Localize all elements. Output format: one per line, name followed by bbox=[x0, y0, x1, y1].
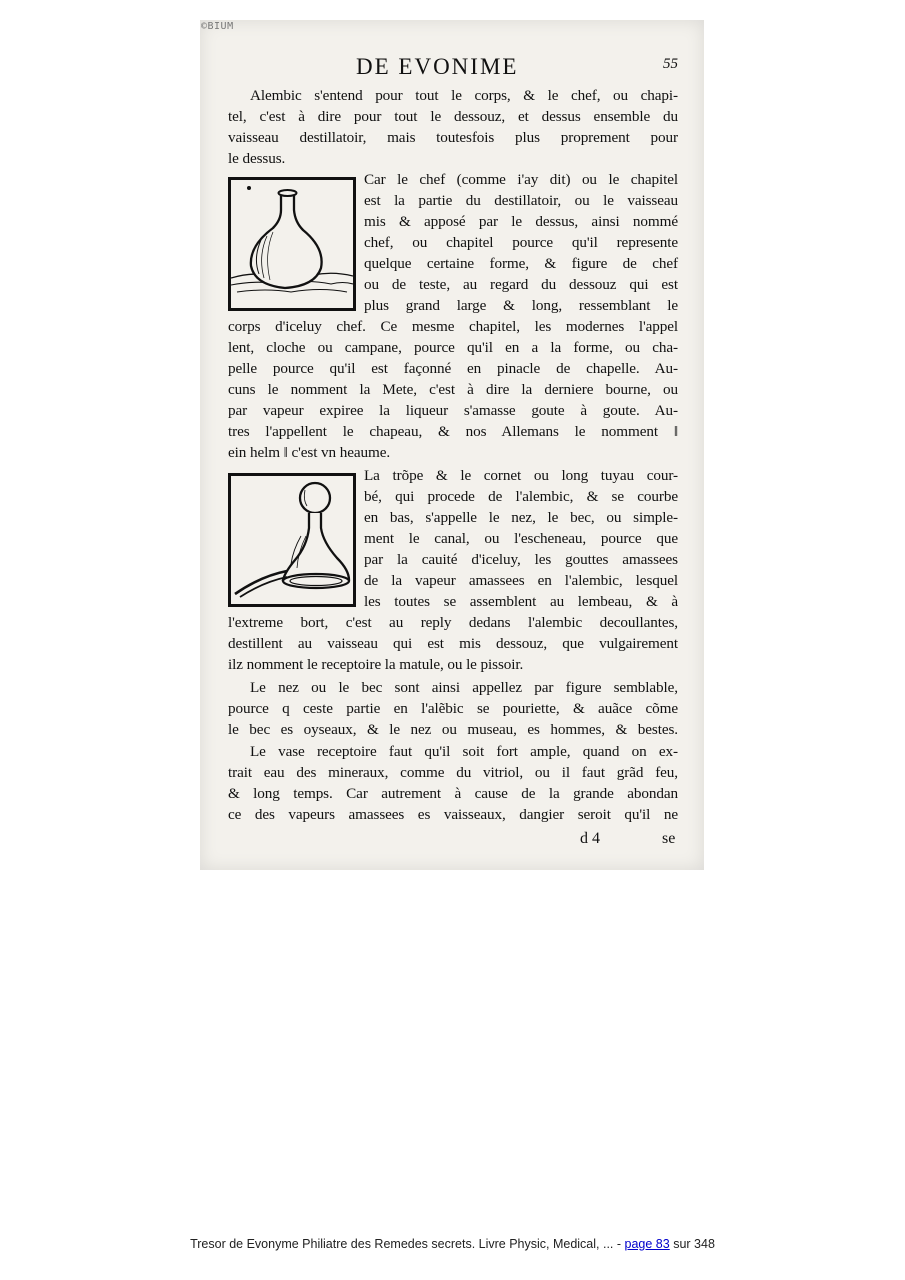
footer-page-link[interactable]: page 83 bbox=[624, 1237, 670, 1251]
text-line: vaisseau destillatoir, mais toutesfois plus proprement pour bbox=[228, 129, 678, 146]
text-line: le dessus. bbox=[228, 150, 286, 167]
footer-title: Tresor de Evonyme Philiatre des Remedes secrets. Livre Physic, Medical, ... - bbox=[190, 1237, 622, 1251]
signature-mark: d 4 bbox=[580, 830, 600, 847]
catchword: se bbox=[662, 830, 676, 847]
text-line: mis & apposé par le dessus, ainsi nommé bbox=[364, 213, 678, 230]
text-line: plus grand large & long, ressemblant le bbox=[364, 297, 678, 314]
text-line: tel, c'est à dire pour tout le dessouz, et dessus ensemble du bbox=[228, 108, 678, 125]
text-line: trait eau des mineraux, comme du vitriol, ou il faut grãd feu, bbox=[228, 764, 678, 781]
alembic-woodcut-icon bbox=[231, 476, 353, 604]
header-title: DE EVONIME bbox=[356, 54, 519, 79]
text-line: cuns le nomment la Mete, c'est à dire la derniere bourne, ou bbox=[228, 381, 678, 398]
text-line: tres l'appellent le chapeau, & nos Allemans le nomment ‖ bbox=[228, 423, 678, 440]
text-line: Le nez ou le bec sont ainsi appellez par figure semblable, bbox=[250, 679, 678, 696]
text-line: le bec es oyseaux, & le nez ou museau, es hommes, & bestes. bbox=[228, 721, 678, 738]
library-stamp: ©BIUM bbox=[201, 21, 234, 32]
page-footer bbox=[0, 1237, 905, 1251]
text-line: La trõpe & le cornet ou long tuyau cour- bbox=[364, 467, 678, 484]
text-line: lent, cloche ou campane, pource qu'il en a la forme, ou cha- bbox=[228, 339, 678, 356]
text-line: ment le canal, ou l'escheneau, pource que bbox=[364, 530, 678, 547]
text-line: corps d'iceluy chef. Ce mesme chapitel, les modernes l'appel bbox=[228, 318, 678, 335]
text-line: chef, ou chapitel pource qu'il represente bbox=[364, 234, 678, 251]
text-line: bé, qui procede de l'alembic, & se courbe bbox=[364, 488, 678, 505]
flask-woodcut-icon bbox=[231, 180, 353, 308]
text-line: les toutes se assemblent au lembeau, & à bbox=[364, 593, 678, 610]
footer-total: sur 348 bbox=[673, 1237, 715, 1251]
text-line: pource q ceste partie en l'alẽbic se pouriette, & auãce cõme bbox=[228, 700, 678, 717]
text-line: par vapeur expiree la liqueur s'amasse goute à goute. Au- bbox=[228, 402, 678, 419]
text-line: est la partie du destillatoir, ou le vaisseau bbox=[364, 192, 678, 209]
text-line: ein helm ‖ c'est vn heaume. bbox=[228, 444, 391, 461]
text-line: destillent au vaisseau qui est mis dessouz, que vulgairement bbox=[228, 635, 678, 652]
text-line: de la vapeur amassees en l'alembic, lesquel bbox=[364, 572, 678, 589]
text-line: pelle pource qu'il est façonné en pinacle de chapelle. Au- bbox=[228, 360, 678, 377]
text-line: Car le chef (comme i'ay dit) ou le chapitel bbox=[364, 171, 678, 188]
running-header bbox=[228, 54, 678, 82]
flask-figure bbox=[228, 177, 356, 311]
text-line: & long temps. Car autrement à cause de la grande abondan bbox=[228, 785, 678, 802]
text-line: Le vase receptoire faut qu'il soit fort ample, quand on ex- bbox=[250, 743, 678, 760]
header-page-number: 55 bbox=[663, 56, 678, 72]
text-line: quelque certaine forme, & figure de chef bbox=[364, 255, 678, 272]
text-line: par la cauité d'iceluy, les gouttes amassees bbox=[364, 551, 678, 568]
text-line: ilz nomment le receptoire la matule, ou le pissoir. bbox=[228, 656, 524, 673]
text-line: l'extreme bort, c'est au reply dedans l'alembic decoullantes, bbox=[228, 614, 678, 631]
text-line: en bas, s'appelle le nez, le bec, ou simple- bbox=[364, 509, 678, 526]
alembic-figure bbox=[228, 473, 356, 607]
text-line: Alembic s'entend pour tout le corps, & le chef, ou chapi- bbox=[250, 87, 678, 104]
text-line: ou de teste, au regard du dessouz qui est bbox=[364, 276, 678, 293]
text-line: ce des vapeurs amassees es vaisseaux, dangier seroit qu'il ne bbox=[228, 806, 678, 823]
